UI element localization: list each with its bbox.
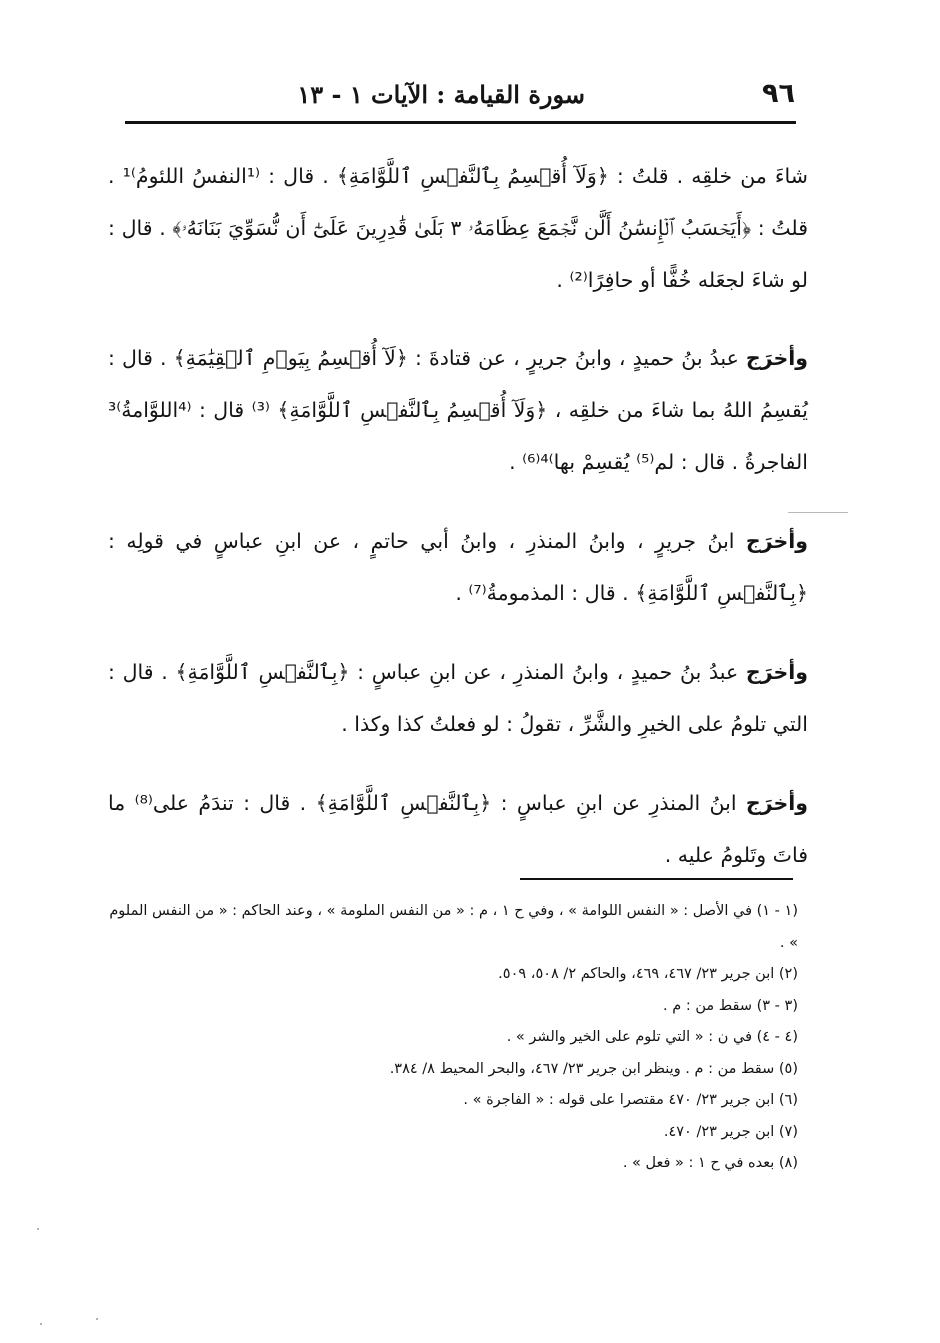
- paragraph-2-text: عبدُ بنُ حميدٍ ، وابنُ جريرٍ ، عن قتادةَ : ﴿لَآ أُقۡسِمُ بِيَوۡمِ ٱلۡقِيَٰمَةِ﴾ . قال : يُقسِمُ اللهُ بما شاءَ من خلقِه ، ﴿وَلَآ أُقۡسِمُ بِٱلنَّفۡسِ ٱللَّوَّامَةِ﴾ ⁽³⁾ قال : ⁽⁴اللوَّامةُ⁾³ الفاجرةُ . قال : لم⁽⁵⁾ يُقسِمْ بها⁾⁴⁽⁶⁾ .: [108, 346, 808, 474]
- paragraph-3-lead: وأخرَج: [745, 529, 808, 553]
- paragraph-4: [108, 646, 808, 750]
- footnote-4: (٤ - ٤) في ن : « التي تلوم على الخير والشر » .: [506, 1029, 798, 1045]
- paragraph-2: [108, 332, 808, 488]
- paragraph-2-lead: وأخرَج: [745, 346, 808, 370]
- paragraph-3: [108, 515, 808, 619]
- scan-speck: [96, 1318, 98, 1320]
- footnote-1: (١ - ١) في الأصل : « النفس اللوامة » ، وفي ح ١ ، م : « من النفس الملومة » ، وعند الحاكم : « من النفس الملوم » .: [109, 903, 798, 951]
- header-rule: [125, 121, 796, 124]
- footnotes: [108, 896, 798, 1180]
- footnote-8: (٨) بعده في ح ١ : « فعل » .: [622, 1155, 798, 1171]
- scan-speck: [37, 1228, 39, 1230]
- page-header: [125, 74, 795, 120]
- running-title: سورة القيامة : الآيات ١ - ١٣: [297, 80, 585, 109]
- paragraph-4-lead: وأخرَج: [745, 660, 808, 684]
- paragraph-5: [108, 777, 808, 881]
- paragraph-1-text: شاءَ من خلقِه . قلتُ : ﴿وَلَآ أُقۡسِمُ بِٱلنَّفۡسِ ٱللَّوَّامَةِ﴾ . قال : ⁽¹النفسُ اللئومُ⁾¹ . قلتُ : ﴿أَيَحۡسَبُ ٱلۡإِنسَٰنُ أَلَّن نَّجۡمَعَ عِظَامَهُۥ ٣ بَلَىٰ قَٰدِرِينَ عَلَىٰٓ أَن نُّسَوِّيَ بَنَانَهُۥ﴾ . قال : لو شاءَ لجعَله خُفًّا أو حافِرًا⁽²⁾ .: [108, 164, 809, 292]
- page-number: ٩٦: [762, 78, 795, 109]
- footnote-5: (٥) سقط من : م . وينظر ابن جرير ٢٣/ ٤٦٧، والبحر المحيط ٨/ ٣٨٤.: [389, 1060, 798, 1077]
- paragraph-5-text: ابنُ المنذرِ عن ابنِ عباسٍ : ﴿بِٱلنَّفۡسِ ٱللَّوَّامَةِ﴾ . قال : تندَمُ على⁽⁸⁾ ما فاتَ وتَلومُ عليه .: [108, 791, 808, 867]
- paragraph-5-lead: وأخرَج: [745, 791, 808, 815]
- footnote-2: (٢) ابن جرير ٢٣/ ٤٦٧، ٤٦٩، والحاكم ٢/ ٥٠٨، ٥٠٩.: [498, 966, 798, 982]
- main-text: [108, 150, 808, 908]
- footnote-6: (٦) ابن جرير ٢٣/ ٤٧٠ مقتصرا على قوله : « الفاجرة » .: [463, 1092, 798, 1108]
- scan-speck: [40, 1323, 42, 1325]
- footnote-rule: [520, 878, 793, 880]
- paragraph-1: [108, 150, 808, 306]
- footnote-3: (٣ - ٣) سقط من : م .: [663, 997, 798, 1014]
- paragraph-3-text: ابنُ جريرٍ ، وابنُ المنذرِ ، وابنُ أبي حاتمٍ ، عن ابنِ عباسٍ في قولِه : ﴿بِٱلنَّفۡسِ ٱللَّوَّامَةِ﴾ . قال : المذمومةُ⁽⁷⁾ .: [108, 529, 808, 605]
- scan-artifact-line: [788, 512, 848, 513]
- footnote-7: (٧) ابن جرير ٢٣/ ٤٧٠.: [663, 1123, 798, 1140]
- paragraph-4-text: عبدُ بنُ حميدٍ ، وابنُ المنذرِ ، عن ابنِ عباسٍ : ﴿بِٱلنَّفۡسِ ٱللَّوَّامَةِ﴾ . قال : التي تلومُ على الخيرِ والشَّرِّ ، تقولُ : لو فعلتُ كذا وكذا .: [108, 660, 808, 736]
